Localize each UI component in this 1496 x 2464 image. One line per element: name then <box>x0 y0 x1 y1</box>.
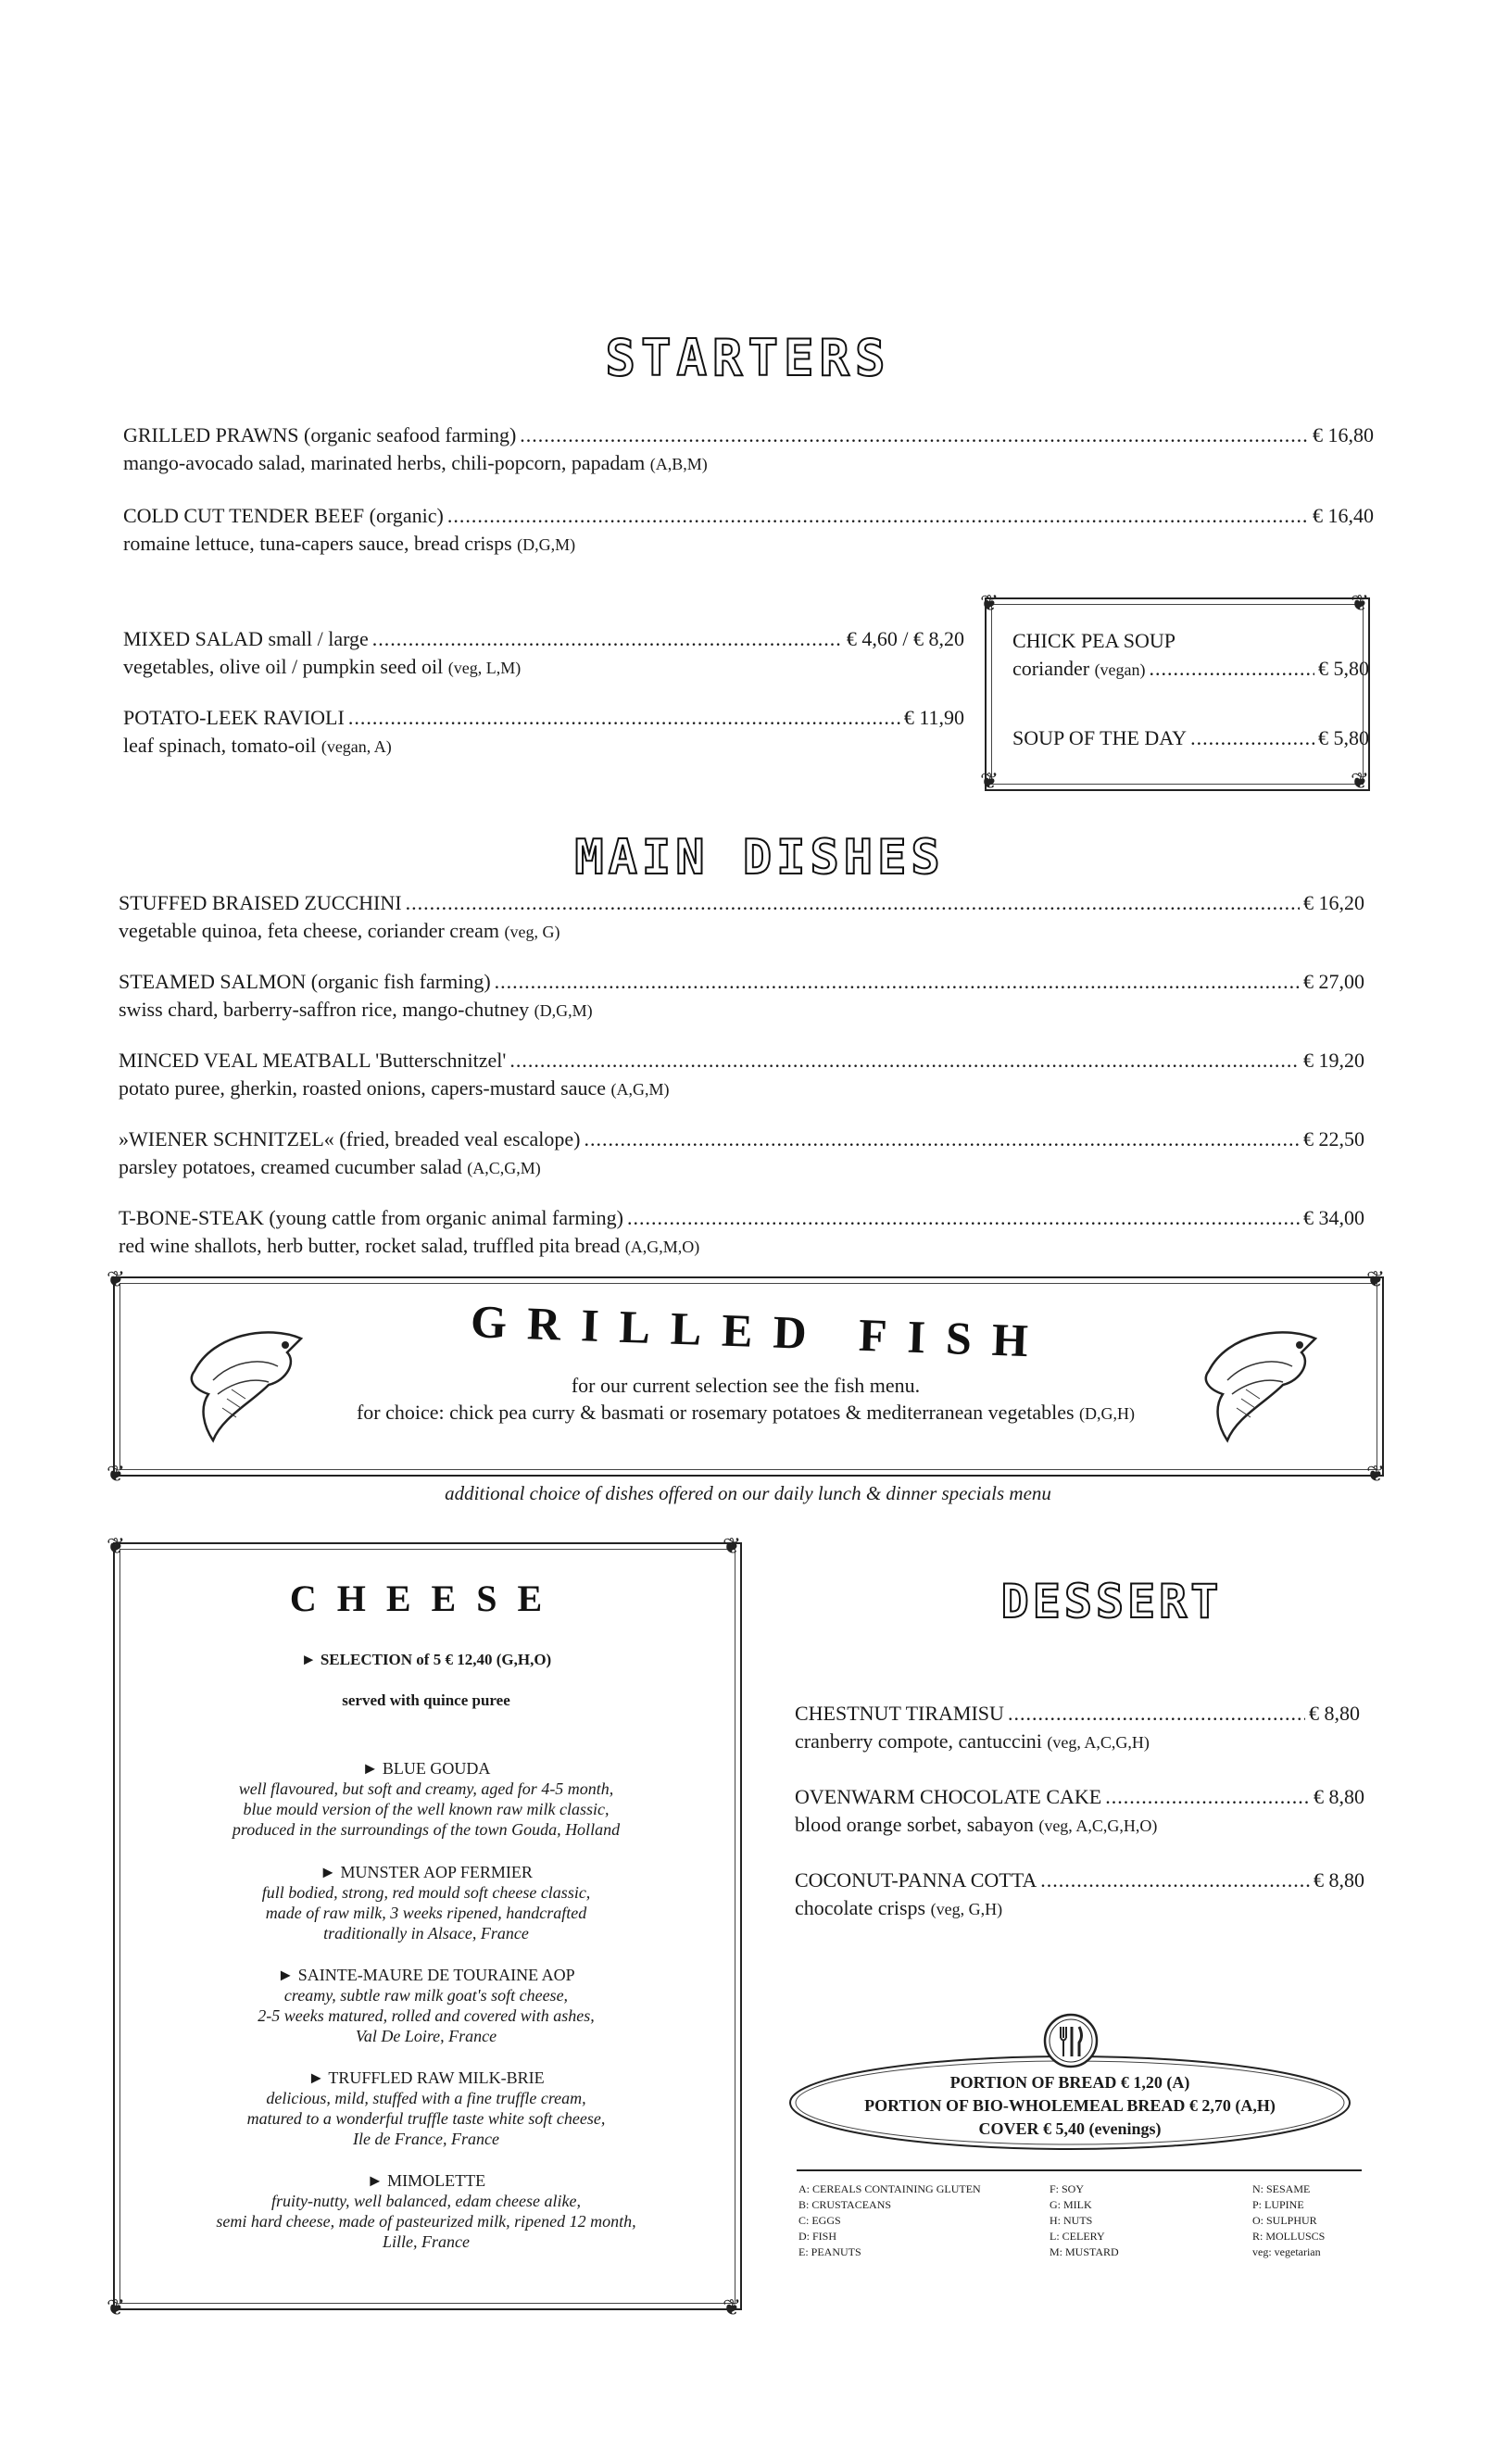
dessert-item <box>795 1867 1364 1923</box>
allergen-entry: A: CEREALS CONTAINING GLUTEN <box>798 2182 981 2195</box>
allergen-entry: M: MUSTARD <box>1050 2245 1119 2258</box>
ornament-icon: ❦ <box>1366 1268 1386 1292</box>
starter-item <box>123 704 964 761</box>
cheese-desc: full bodied, strong, red mould soft cheese classic, <box>261 1883 591 1902</box>
ornament-icon: ❦ <box>980 592 999 616</box>
allergen-entry: D: FISH <box>798 2230 837 2243</box>
allergen-entry: G: MILK <box>1050 2198 1092 2211</box>
soup-name: CHICK PEA SOUP <box>1012 629 1176 652</box>
dish-desc: blood orange sorbet, sabayon <box>795 1813 1034 1836</box>
cheese-selection: ► SELECTION of 5 € 12,40 (G,H,O) <box>300 1651 552 1668</box>
allergen-entry: L: CELERY <box>1050 2230 1105 2243</box>
dish-allergens: (veg, L,M) <box>447 659 522 677</box>
starter-item <box>123 502 1374 559</box>
dish-price: € 19,20 <box>1303 1049 1364 1072</box>
main-item <box>119 1047 1364 1103</box>
cheese-desc: well flavoured, but soft and creamy, aged for 4-5 month, <box>238 1779 614 1798</box>
cheese-name: ► SAINTE-MAURE DE TOURAINE AOP <box>277 1966 575 1984</box>
cheese-name: ► MUNSTER AOP FERMIER <box>320 1863 533 1881</box>
dish-desc: mango-avocado salad, marinated herbs, chili-popcorn, papadam <box>123 451 646 474</box>
cheese-desc: produced in the surroundings of the town Gouda, Holland <box>232 1820 621 1839</box>
ornament-icon: ❦ <box>723 2296 742 2320</box>
grilled-fish-line2 <box>185 1401 1306 1425</box>
soup-name: SOUP OF THE DAY <box>1012 726 1188 749</box>
dish-price: € 8,80 <box>1314 1785 1364 1808</box>
cheese-desc: semi hard cheese, made of pasteurized milk, ripened 12 month, <box>216 2212 636 2231</box>
cheese-desc: blue mould version of the well known raw milk classic, <box>243 1800 610 1818</box>
bread-line1: PORTION OF BREAD € 1,20 (A) <box>949 2073 1190 2092</box>
dish-desc: romaine lettuce, tuna-capers sauce, bread crisps <box>123 532 512 555</box>
soup-price: € 5,80 <box>1318 657 1369 680</box>
dish-name: GRILLED PRAWNS (organic seafood farming) <box>123 423 517 446</box>
dessert-item <box>795 1783 1364 1840</box>
allergen-entry: C: EGGS <box>798 2214 841 2227</box>
cheese-desc: creamy, subtle raw milk goat's soft cheese, <box>283 1986 569 2005</box>
starter-item <box>123 421 1374 478</box>
cheese-desc: traditionally in Alsace, France <box>323 1924 529 1942</box>
allergen-entry: F: SOY <box>1050 2182 1085 2195</box>
dish-name: STEAMED SALMON (organic fish farming) <box>119 970 491 993</box>
allergen-entry: B: CRUSTACEANS <box>798 2198 892 2211</box>
ornament-icon: ❦ <box>107 2296 126 2320</box>
dessert-item <box>795 1700 1360 1756</box>
cheese-item <box>139 2068 713 2149</box>
cheese-name: ► TRUFFLED RAW MILK-BRIE <box>308 2068 545 2087</box>
soup-price: € 5,80 <box>1318 726 1369 749</box>
additional-note: additional choice of dishes offered on our daily lunch & dinner specials menu <box>445 1482 1051 1504</box>
legend-divider <box>797 2169 1362 2171</box>
ornament-icon: ❦ <box>107 1268 126 1292</box>
soup-desc: coriander <box>1012 657 1090 680</box>
cheese-served: served with quince puree <box>342 1691 510 1709</box>
cheese-item <box>139 1965 713 2046</box>
dish-desc: swiss chard, barberry-saffron rice, mango-chutney <box>119 998 530 1021</box>
soup-item <box>1012 627 1369 684</box>
ornament-icon: ❦ <box>723 1535 742 1559</box>
dish-desc: leaf spinach, tomato-oil <box>123 734 317 757</box>
dish-price: € 16,20 <box>1303 891 1364 914</box>
dish-name: COCONUT-PANNA COTTA <box>795 1868 1037 1892</box>
dish-price: € 4,60 / € 8,20 <box>846 627 964 650</box>
allergen-entry: O: SULPHUR <box>1252 2214 1317 2227</box>
dish-name: T-BONE-STEAK (young cattle from organic animal farming) <box>119 1206 623 1229</box>
dish-desc: potato puree, gherkin, roasted onions, capers-mustard sauce <box>119 1076 606 1100</box>
starter-item <box>123 625 964 682</box>
main-item <box>119 1204 1364 1261</box>
allergen-entry: E: PEANUTS <box>798 2245 861 2258</box>
cheese-title: CHEESE <box>289 1578 563 1619</box>
main-dishes-title: MAIN DISHES <box>574 830 945 886</box>
main-item <box>119 889 1364 946</box>
dish-price: € 22,50 <box>1303 1127 1364 1150</box>
dish-name: CHESTNUT TIRAMISU <box>795 1702 1004 1725</box>
grilled-fish-choice: for choice: chick pea curry & basmati or rosemary potatoes & mediterranean vegetables <box>356 1401 1075 1424</box>
grilled-fish-title: GRILLED FISH <box>470 1295 1050 1367</box>
dish-allergens: (A,G,M) <box>610 1080 670 1099</box>
dish-name: MIXED SALAD small / large <box>123 627 369 650</box>
dish-desc: vegetable quinoa, feta cheese, coriander cream <box>119 919 500 942</box>
dish-price: € 34,00 <box>1303 1206 1364 1229</box>
cheese-desc: Ile de France, France <box>353 2130 499 2148</box>
soup-allergens: (vegan) <box>1094 660 1146 679</box>
allergen-entry: veg: vegetarian <box>1252 2245 1321 2258</box>
dish-name: COLD CUT TENDER BEEF (organic) <box>123 504 444 527</box>
cheese-item <box>139 1758 713 1840</box>
cheese-desc: matured to a wonderful truffle taste white soft cheese, <box>246 2109 606 2128</box>
allergen-entry: P: LUPINE <box>1252 2198 1304 2211</box>
ornament-icon: ❦ <box>980 770 999 794</box>
dish-allergens: (veg, A,C,G,H,O) <box>1038 1817 1158 1835</box>
cheese-desc: Lille, France <box>383 2232 470 2251</box>
dish-allergens: (vegan, A) <box>321 737 392 756</box>
starters-title: STARTERS <box>605 329 891 387</box>
cheese-desc: fruity-nutty, well balanced, edam cheese alike, <box>271 2192 581 2210</box>
dish-allergens: (D,G,M) <box>534 1001 593 1020</box>
allergen-legend-col1 <box>798 2181 1039 2260</box>
dessert-title: DESSERT <box>1000 1575 1223 1628</box>
dish-allergens: (A,B,M) <box>649 455 708 473</box>
dish-name: POTATO-LEEK RAVIOLI <box>123 706 345 729</box>
ornament-icon: ❦ <box>1351 770 1370 794</box>
bread-line2: PORTION OF BIO-WHOLEMEAL BREAD € 2,70 (A,H) <box>864 2096 1276 2115</box>
bread-line3: COVER € 5,40 (evenings) <box>978 2119 1162 2138</box>
main-item <box>119 1125 1364 1182</box>
ornament-icon: ❦ <box>1351 592 1370 616</box>
dish-allergens: (A,G,M,O) <box>624 1238 700 1256</box>
cheese-name: ► BLUE GOUDA <box>361 1759 491 1778</box>
cheese-desc: 2-5 weeks matured, rolled and covered with ashes, <box>258 2006 595 2025</box>
cheese-name: ► MIMOLETTE <box>366 2171 486 2190</box>
dish-price: € 16,40 <box>1313 504 1374 527</box>
dish-allergens: (veg, A,C,G,H) <box>1047 1733 1150 1752</box>
dish-price: € 16,80 <box>1313 423 1374 446</box>
dish-desc: red wine shallots, herb butter, rocket salad, truffled pita bread <box>119 1234 621 1257</box>
cheese-desc: Val De Loire, France <box>355 2027 497 2045</box>
dish-price: € 27,00 <box>1303 970 1364 993</box>
ornament-icon: ❦ <box>107 1463 126 1487</box>
dish-name: STUFFED BRAISED ZUCCHINI <box>119 891 402 914</box>
dish-allergens: (veg, G) <box>504 923 560 941</box>
cheese-desc: made of raw milk, 3 weeks ripened, handcrafted <box>265 1904 587 1922</box>
ornament-icon: ❦ <box>1366 1463 1386 1487</box>
dish-price: € 8,80 <box>1309 1702 1360 1725</box>
dish-allergens: (A,C,G,M) <box>467 1159 541 1177</box>
cheese-desc: delicious, mild, stuffed with a fine truffle cream, <box>266 2089 586 2107</box>
grilled-fish-line1: for our current selection see the fish menu. <box>571 1374 921 1397</box>
cheese-item <box>139 2170 713 2252</box>
cheese-item <box>139 1862 713 1943</box>
dish-desc: cranberry compote, cantuccini <box>795 1729 1042 1753</box>
main-item <box>119 968 1364 1025</box>
allergen-entry: H: NUTS <box>1050 2214 1093 2227</box>
dish-name: OVENWARM CHOCOLATE CAKE <box>795 1785 1102 1808</box>
allergen-legend-col3 <box>1252 2181 1364 2260</box>
cutlery-icon <box>1042 2012 1100 2069</box>
dish-desc: parsley potatoes, creamed cucumber salad <box>119 1155 462 1178</box>
grilled-fish-allergens: (D,G,H) <box>1079 1404 1136 1423</box>
allergen-legend-col2 <box>1050 2181 1235 2260</box>
dish-name: MINCED VEAL MEATBALL 'Butterschnitzel' <box>119 1049 507 1072</box>
dish-desc: vegetables, olive oil / pumpkin seed oil <box>123 655 444 678</box>
dish-price: € 11,90 <box>903 706 964 729</box>
allergen-entry: R: MOLLUSCS <box>1252 2230 1326 2243</box>
dish-price: € 8,80 <box>1314 1868 1364 1892</box>
dish-desc: chocolate crisps <box>795 1896 926 1919</box>
dish-allergens: (veg, G,H) <box>930 1900 1003 1918</box>
allergen-entry: N: SESAME <box>1252 2182 1311 2195</box>
dish-allergens: (D,G,M) <box>517 535 576 554</box>
dish-name: »WIENER SCHNITZEL« (fried, breaded veal escalope) <box>119 1127 581 1150</box>
soup-item <box>1012 724 1369 752</box>
ornament-icon: ❦ <box>107 1535 126 1559</box>
